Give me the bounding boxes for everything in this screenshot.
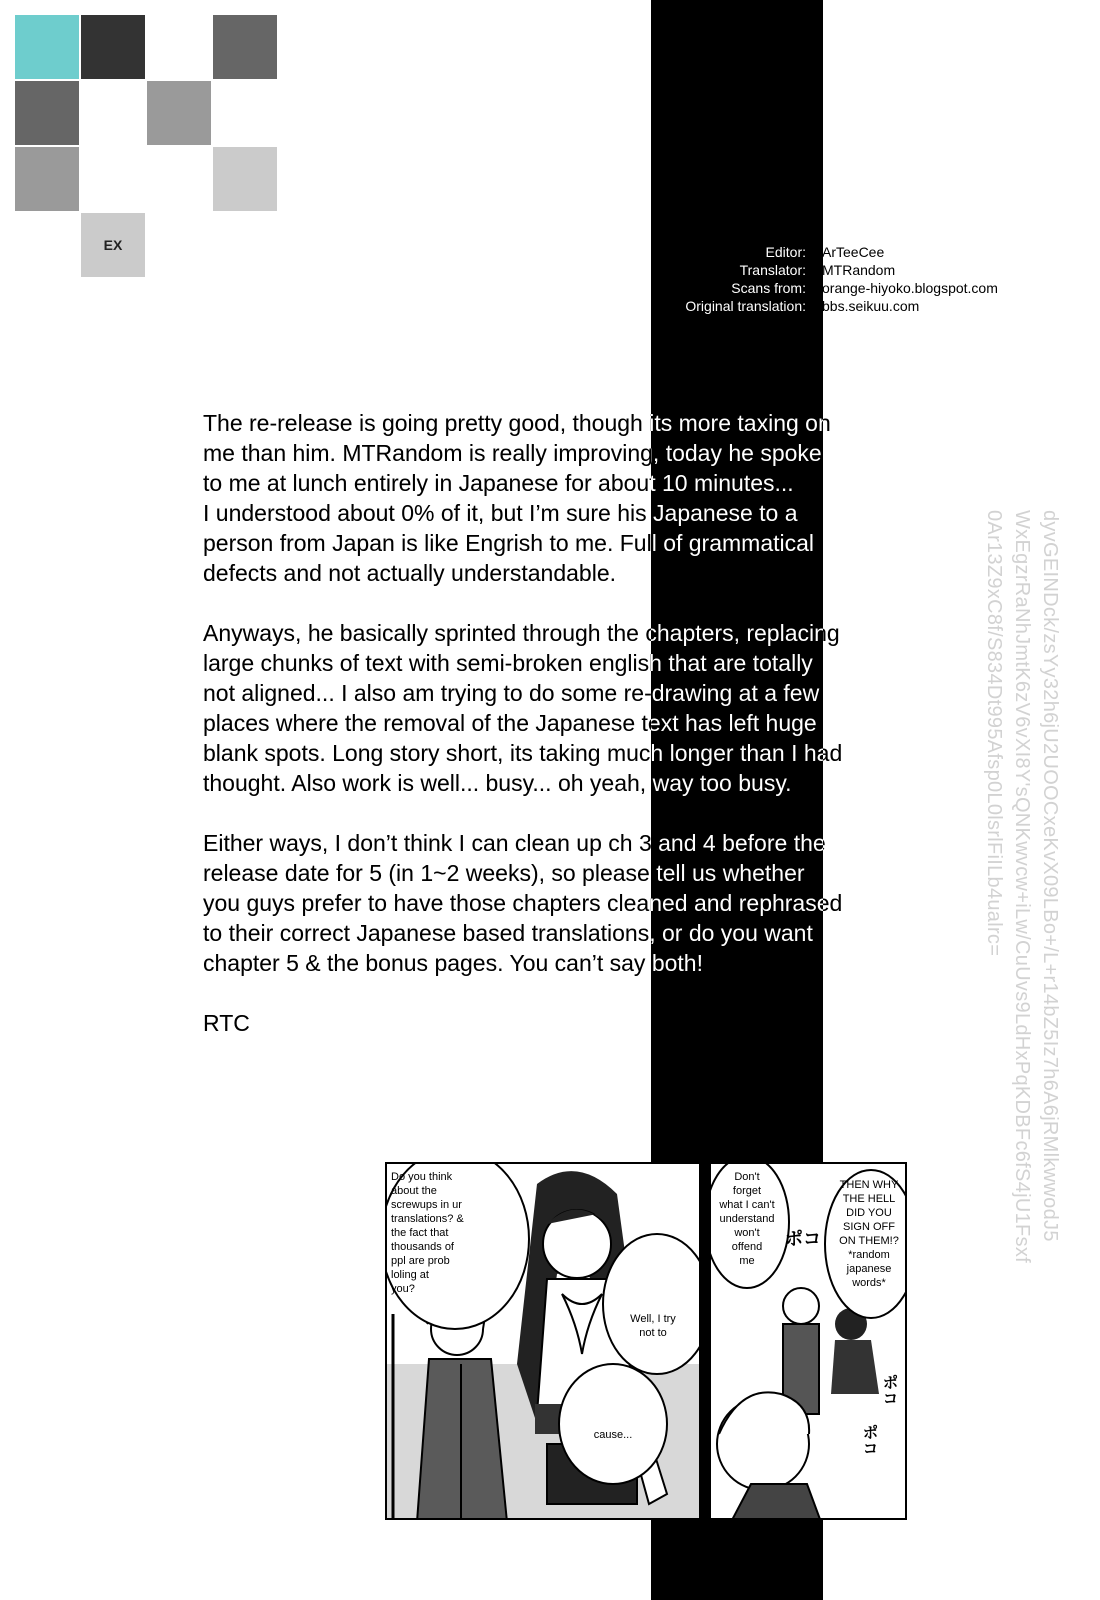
ex-badge: EX [81, 213, 145, 277]
speech-bubble-dont-forget: Don't forget what I can't understand won't offend me [719, 1171, 775, 1267]
grid-square [213, 15, 277, 79]
credit-label: Editor: [765, 244, 806, 260]
grid-square [213, 147, 277, 211]
credit-row [600, 261, 1070, 279]
message-body [203, 408, 923, 1038]
credit-value: orange-hiyoko.blogspot.com [822, 280, 998, 296]
comic-panel-right [709, 1162, 907, 1520]
speech-bubble-try: Well, I try not to [630, 1313, 676, 1339]
grid-square [15, 15, 79, 79]
grid-square [147, 81, 211, 145]
watermark-line: WxEgzrRaNhJmtK6zV6vXI8Y'sQNKwvcw+iLw/CuUvs9LdHxPqKDBFc6fS4jU1Fsxf [1011, 510, 1033, 1263]
sound-effect: ポコ [785, 1229, 821, 1249]
credit-value: ArTeeCee [822, 244, 885, 260]
credit-value: bbs.seikuu.com [822, 298, 920, 314]
credit-value: MTRandom [822, 262, 896, 278]
speech-bubble-question: Do you think about the screwups in ur translations? & the fact that thousands of ppl are prob loling at you? [391, 1171, 464, 1295]
comic-panel-left [385, 1162, 701, 1520]
message-paragraph: Anyways, he basically sprinted through the chapters, replacing large chunks of text with semi-broken english that are totally not aligned... I also am trying to do some re-drawing at a few places where the removal of the Japanese text has left huge blank spots. Long story short, its taking much longer than I had thought. Also work is well... busy... oh yeah, way too busy. [203, 620, 843, 796]
watermark-line: 0Ar13Z9xC8f/S834Dt995Afsp0L0lsrlFiILb4ualrc= [983, 510, 1005, 957]
signature: RTC [203, 1010, 250, 1036]
credits-block [600, 243, 1070, 315]
credit-label: Original translation: [685, 298, 806, 314]
grid-square [81, 15, 145, 79]
sound-effect: ポコ [860, 1424, 877, 1456]
speech-bubble-why: THEN WHY THE HELL DID YOU SIGN OFF ON THEM!? *random japanese words* [839, 1179, 899, 1289]
message-paragraph: Either ways, I don’t think I can clean up ch 3 and 4 before the release date for 5 (in 1~2 weeks), so please tell us whether you guys prefer to have those chapters cleaned and rephrased to their correct Japanese based translations, or do you want chapter 5 & the bonus pages. You can’t say both! [203, 830, 843, 976]
credit-label: Translator: [739, 262, 806, 278]
watermark-line: dyvGEINDck/zsYy32h6jU2UOOCxeKvX09LBo+/L+r14bZ5Iz7h6A6jRMlkwwodJ5 [1039, 510, 1061, 1242]
grid-square [15, 147, 79, 211]
message-paragraph: The re-release is going pretty good, though its more taxing on me than him. MTRandom is really improving, today he spoke to me at lunch entirely in Japanese for about 10 minutes... I understood about 0% of it, but I’m sure his Japanese to a person from Japan is like Engrish to me. Full of grammatical defects and not actually understandable. [203, 410, 831, 586]
speech-bubble-cause: cause... [593, 1429, 633, 1441]
sound-effect: ポコ [880, 1374, 897, 1406]
credit-row [600, 243, 1070, 261]
credit-row [600, 279, 1070, 297]
credit-row [600, 297, 1070, 315]
grid-square [15, 81, 79, 145]
credit-label: Scans from: [731, 280, 806, 296]
